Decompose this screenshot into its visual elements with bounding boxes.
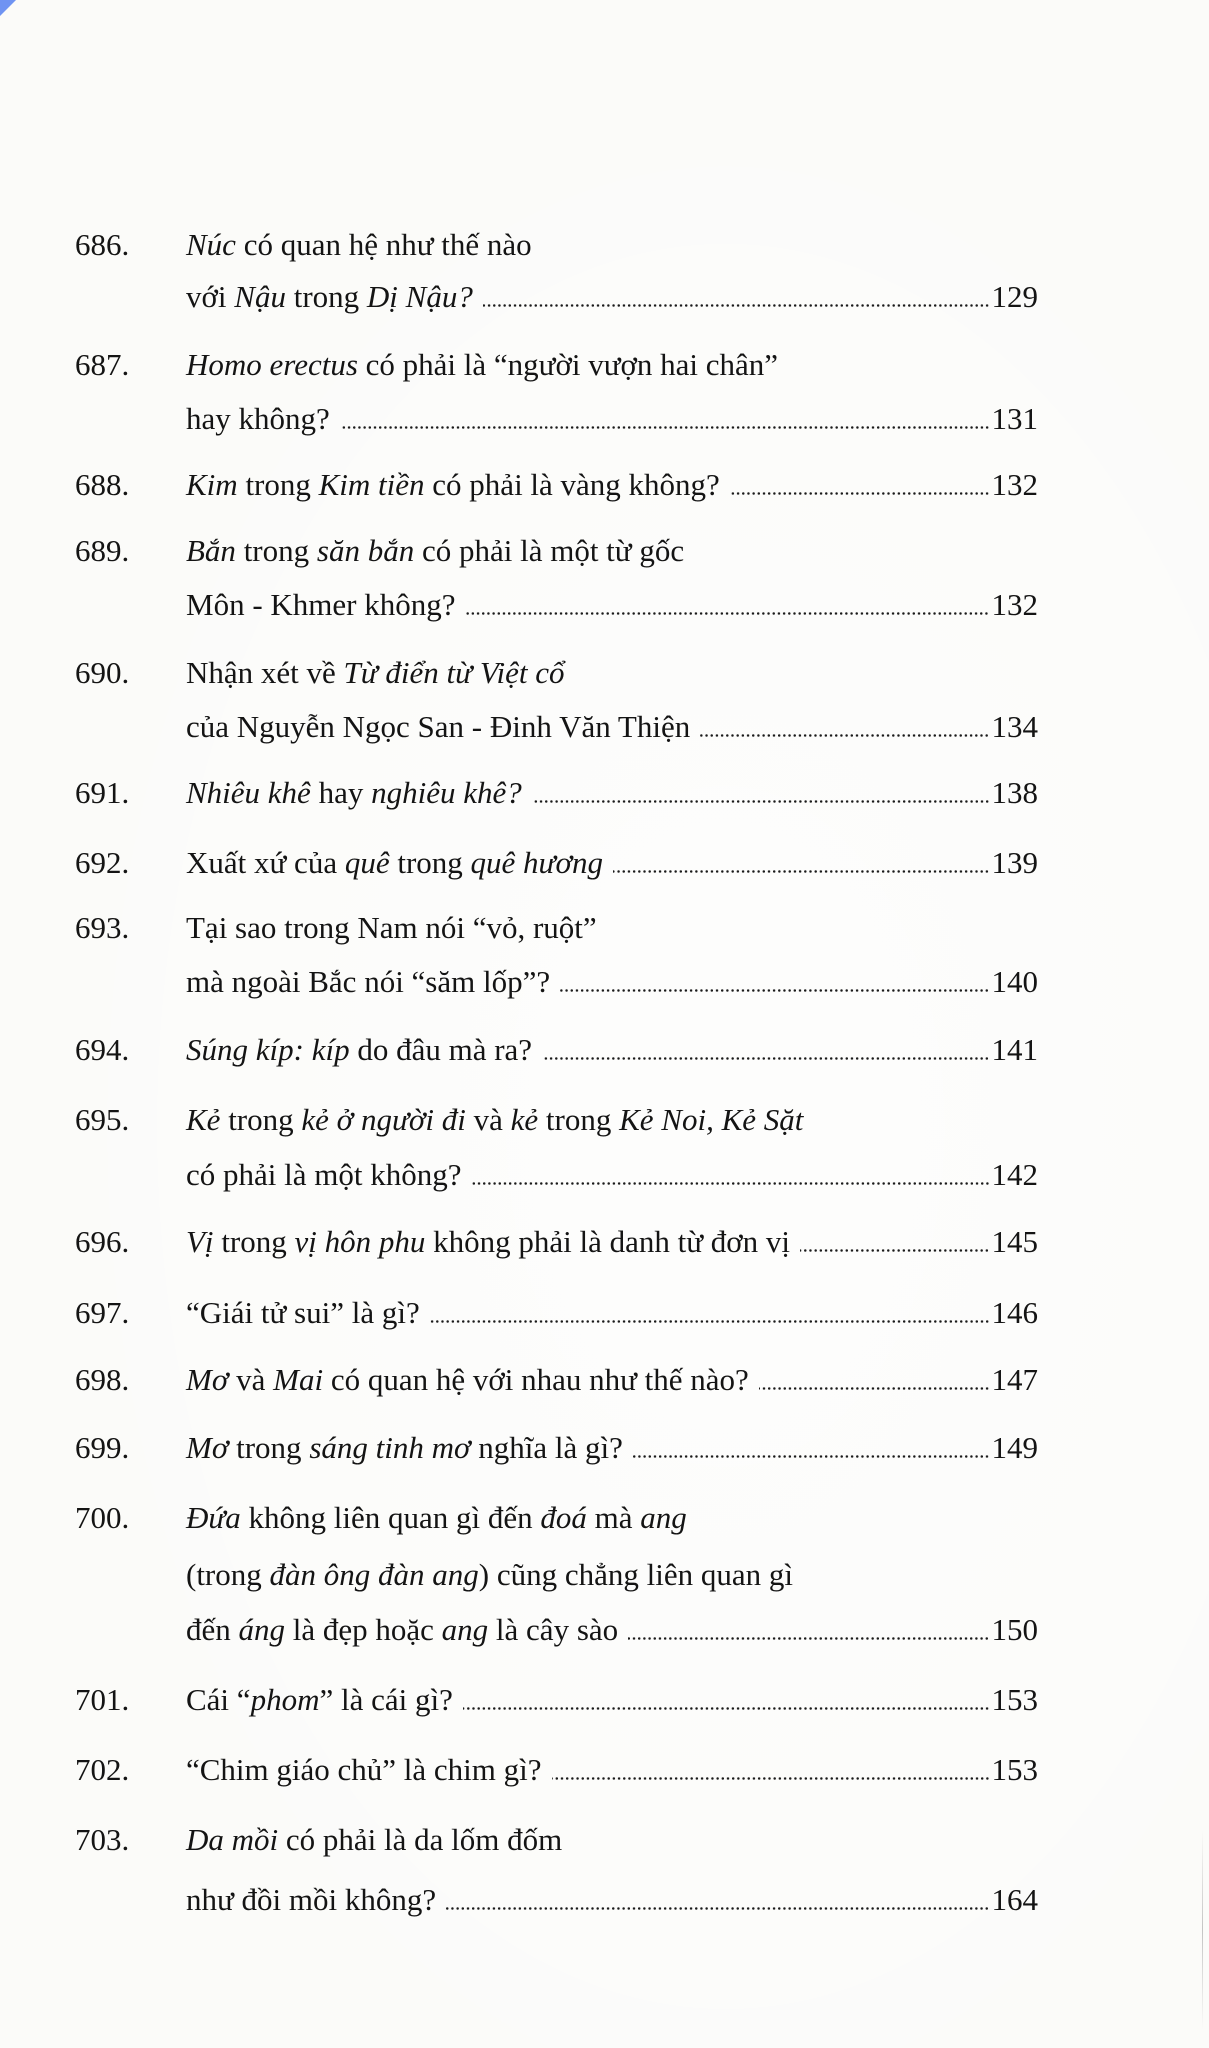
dot-leader	[730, 487, 990, 495]
entry-title-text	[186, 533, 684, 568]
dot-leader	[560, 984, 989, 992]
entry-number: 693.	[75, 910, 130, 945]
title-segment: trong	[220, 1102, 302, 1137]
dot-leader	[633, 1450, 990, 1458]
entry-title-line	[186, 1104, 803, 1135]
title-segment: không phải là danh từ đơn vị	[425, 1224, 791, 1259]
title-segment: “Giái tử sui” là gì?	[186, 1295, 420, 1330]
entry-title-line	[186, 1884, 1038, 1915]
title-segment: có quan hệ với nhau như thế nào?	[323, 1362, 749, 1397]
page-number: 132	[991, 467, 1038, 502]
title-segment: có phải là da lốm đốm	[278, 1822, 563, 1857]
italic-term: vị hôn phu	[294, 1224, 426, 1259]
entry-title-line	[186, 1754, 1038, 1785]
title-segment: có quan hệ như thế nào	[235, 227, 532, 262]
entry-title-text	[186, 1684, 453, 1715]
entry-title-text	[186, 469, 720, 500]
title-segment: có phải là một không?	[186, 1157, 462, 1192]
page-number: 142	[991, 1157, 1038, 1192]
entry-title-text	[186, 777, 522, 808]
entry-title-line	[186, 657, 564, 688]
entry-number: 703.	[75, 1822, 130, 1857]
title-segment: trong	[228, 1430, 310, 1465]
entry-number: 697.	[75, 1295, 130, 1330]
italic-term: Đứa	[186, 1500, 241, 1535]
entry-title-text	[186, 847, 603, 878]
page-number: 150	[991, 1612, 1038, 1647]
dot-leader	[472, 1177, 990, 1185]
italic-term: quê	[344, 845, 390, 880]
entry-title-text	[186, 403, 330, 434]
page-number: 140	[991, 964, 1038, 999]
title-segment: trong	[285, 279, 367, 314]
entry-title-text	[186, 910, 597, 945]
italic-term: Homo erectus	[186, 347, 358, 382]
italic-term: đoá	[540, 1500, 587, 1535]
page-number: 132	[991, 587, 1038, 622]
title-segment: “Chim giáo chủ” là chim gì?	[186, 1752, 542, 1787]
italic-term: Bắn	[186, 533, 236, 568]
italic-term: Kẻ Noi, Kẻ Sặt	[619, 1102, 804, 1137]
entry-title-text	[186, 1432, 623, 1463]
italic-term: Kẻ	[186, 1102, 221, 1137]
entry-number: 692.	[75, 845, 130, 880]
entry-title-line	[186, 1364, 1038, 1395]
title-segment: ” là cái gì?	[319, 1682, 453, 1717]
title-segment: trong	[237, 467, 319, 502]
dot-leader	[446, 1902, 989, 1910]
entry-title-text	[186, 966, 550, 997]
title-segment: với	[186, 279, 235, 314]
title-segment: Môn - Khmer không?	[186, 587, 456, 622]
dot-leader	[532, 795, 990, 803]
title-segment: Tại sao trong Nam nói “vỏ, ruột”	[186, 910, 597, 945]
dot-leader	[700, 729, 989, 737]
title-segment: là cây sào	[488, 1612, 619, 1647]
title-segment: mà	[586, 1500, 641, 1535]
title-segment: trong	[538, 1102, 620, 1137]
entry-title-line	[186, 281, 1038, 312]
entry-title-text	[186, 1557, 793, 1592]
dot-leader	[463, 1702, 990, 1710]
entry-number: 702.	[75, 1752, 130, 1787]
entry-title-text	[186, 589, 455, 620]
entry-title-line	[186, 1824, 562, 1855]
italic-term: Mai	[273, 1362, 324, 1397]
title-segment: có phải là “người vượn hai chân”	[357, 347, 779, 382]
entry-number: 701.	[75, 1682, 130, 1717]
page-edge-shadow	[1202, 1830, 1203, 2030]
italic-term: kẻ ở người đi	[301, 1102, 466, 1137]
italic-term: Núc	[186, 227, 236, 262]
italic-term: phom	[250, 1682, 320, 1717]
title-segment: do đâu mà ra?	[349, 1032, 533, 1067]
entry-number: 691.	[75, 775, 130, 810]
entry-title-line	[186, 403, 1038, 434]
dot-leader	[800, 1244, 989, 1252]
dot-leader	[542, 1052, 989, 1060]
entry-number: 695.	[75, 1102, 130, 1137]
title-segment: ) cũng chẳng liên quan gì	[478, 1557, 793, 1592]
title-segment: (trong	[186, 1557, 270, 1592]
entry-title-text	[186, 1822, 562, 1857]
italic-term: Nậu	[234, 279, 286, 314]
italic-term: nghiêu khê?	[371, 775, 522, 810]
entry-title-line	[186, 1684, 1038, 1715]
entry-title-text	[186, 1034, 532, 1065]
page-number: 164	[991, 1882, 1038, 1917]
entry-number: 699.	[75, 1430, 130, 1465]
page-number: 139	[991, 845, 1038, 880]
title-segment: đến	[186, 1612, 239, 1647]
dot-leader	[628, 1632, 989, 1640]
italic-term: Dị Nậu?	[366, 279, 473, 314]
corner-marker-icon	[0, 0, 16, 16]
page-number: 145	[991, 1224, 1038, 1259]
dot-leader	[430, 1315, 990, 1323]
page-number: 153	[991, 1682, 1038, 1717]
page-number: 129	[991, 279, 1038, 314]
entry-title-line	[186, 1226, 1038, 1257]
entry-title-line	[186, 229, 532, 260]
entry-title-line	[186, 1159, 1038, 1190]
dot-leader	[340, 421, 990, 429]
entry-title-text	[186, 1364, 749, 1395]
entry-title-text	[186, 1226, 790, 1257]
italic-term: áng	[238, 1612, 286, 1647]
title-segment: Cái “	[186, 1682, 251, 1717]
entry-number: 686.	[75, 227, 130, 262]
entry-title-line	[186, 1502, 687, 1533]
entry-title-text	[186, 1297, 420, 1328]
entry-title-line	[186, 777, 1038, 808]
page-number: 131	[991, 401, 1038, 436]
entry-number: 688.	[75, 467, 130, 502]
italic-term: Nhiêu khê	[186, 775, 311, 810]
entry-title-line	[186, 535, 684, 566]
title-segment: như đồi mồi không?	[186, 1882, 437, 1917]
page-number: 153	[991, 1752, 1038, 1787]
title-segment: và	[228, 1362, 274, 1397]
entry-title-text	[186, 655, 564, 690]
title-segment: mà ngoài Bắc nói “săm lốp”?	[186, 964, 551, 999]
italic-term: săn bắn	[316, 533, 415, 568]
entry-title-text	[186, 1884, 436, 1915]
dot-leader	[483, 299, 990, 307]
entry-title-line	[186, 1559, 793, 1590]
italic-term: Mơ	[186, 1430, 229, 1465]
entry-title-line	[186, 1614, 1038, 1645]
italic-term: sáng tinh mơ	[309, 1430, 471, 1465]
title-segment: không liên quan gì đến	[240, 1500, 541, 1535]
italic-term: Vị	[186, 1224, 214, 1259]
italic-term: quê hương	[470, 845, 604, 880]
title-segment: có phải là một từ gốc	[414, 533, 685, 568]
italic-term: Da mồi	[186, 1822, 279, 1857]
title-segment: trong	[213, 1224, 295, 1259]
dot-leader	[465, 607, 989, 615]
entry-title-line	[186, 469, 1038, 500]
entry-title-text	[186, 1754, 542, 1785]
page-number: 141	[991, 1032, 1038, 1067]
title-segment: Nhận xét về	[186, 655, 344, 690]
entry-title-line	[186, 1034, 1038, 1065]
italic-term: Kim	[186, 467, 238, 502]
page-number: 146	[991, 1295, 1038, 1330]
italic-term: Mơ	[186, 1362, 229, 1397]
dot-leader	[552, 1772, 990, 1780]
entry-title-text	[186, 281, 473, 312]
entry-title-text	[186, 1500, 687, 1535]
page-number: 147	[991, 1362, 1038, 1397]
italic-term: ang	[441, 1612, 489, 1647]
entry-title-line	[186, 711, 1038, 742]
dot-leader	[759, 1382, 990, 1390]
italic-term: Từ điển từ Việt cổ	[343, 655, 565, 690]
italic-term: Kim tiền	[318, 467, 425, 502]
italic-term: ang	[640, 1500, 687, 1535]
entry-title-text	[186, 1614, 618, 1645]
entry-number: 700.	[75, 1500, 130, 1535]
page-number: 149	[991, 1430, 1038, 1465]
title-segment: của Nguyễn Ngọc San - Đinh Văn Thiện	[186, 709, 691, 744]
title-segment: hay	[310, 775, 372, 810]
entry-title-text	[186, 227, 532, 262]
title-segment: là đẹp hoặc	[285, 1612, 442, 1647]
title-segment: trong	[235, 533, 317, 568]
entry-title-text	[186, 711, 690, 742]
title-segment: trong	[389, 845, 471, 880]
entry-number: 696.	[75, 1224, 130, 1259]
title-segment: có phải là vàng không?	[424, 467, 720, 502]
page-number: 138	[991, 775, 1038, 810]
title-segment: và	[465, 1102, 511, 1137]
title-segment: hay không?	[186, 401, 330, 436]
italic-term: Súng kíp: kíp	[186, 1032, 350, 1067]
entry-title-line	[186, 1432, 1038, 1463]
entry-title-text	[186, 1102, 803, 1137]
entry-title-line	[186, 966, 1038, 997]
entry-number: 689.	[75, 533, 130, 568]
entry-title-line	[186, 349, 778, 380]
page-number: 134	[991, 709, 1038, 744]
entry-number: 690.	[75, 655, 130, 690]
entry-title-line	[186, 589, 1038, 620]
entry-title-line	[186, 847, 1038, 878]
entry-number: 687.	[75, 347, 130, 382]
dot-leader	[613, 865, 989, 873]
entry-number: 694.	[75, 1032, 130, 1067]
italic-term: kẻ	[510, 1102, 539, 1137]
title-segment: nghĩa là gì?	[470, 1430, 623, 1465]
entry-title-text	[186, 1159, 462, 1190]
title-segment: Xuất xứ của	[186, 845, 345, 880]
entry-number: 698.	[75, 1362, 130, 1397]
entry-title-line	[186, 1297, 1038, 1328]
entry-title-text	[186, 347, 778, 382]
entry-title-line	[186, 912, 597, 943]
italic-term: đàn ông đàn ang	[269, 1557, 479, 1592]
